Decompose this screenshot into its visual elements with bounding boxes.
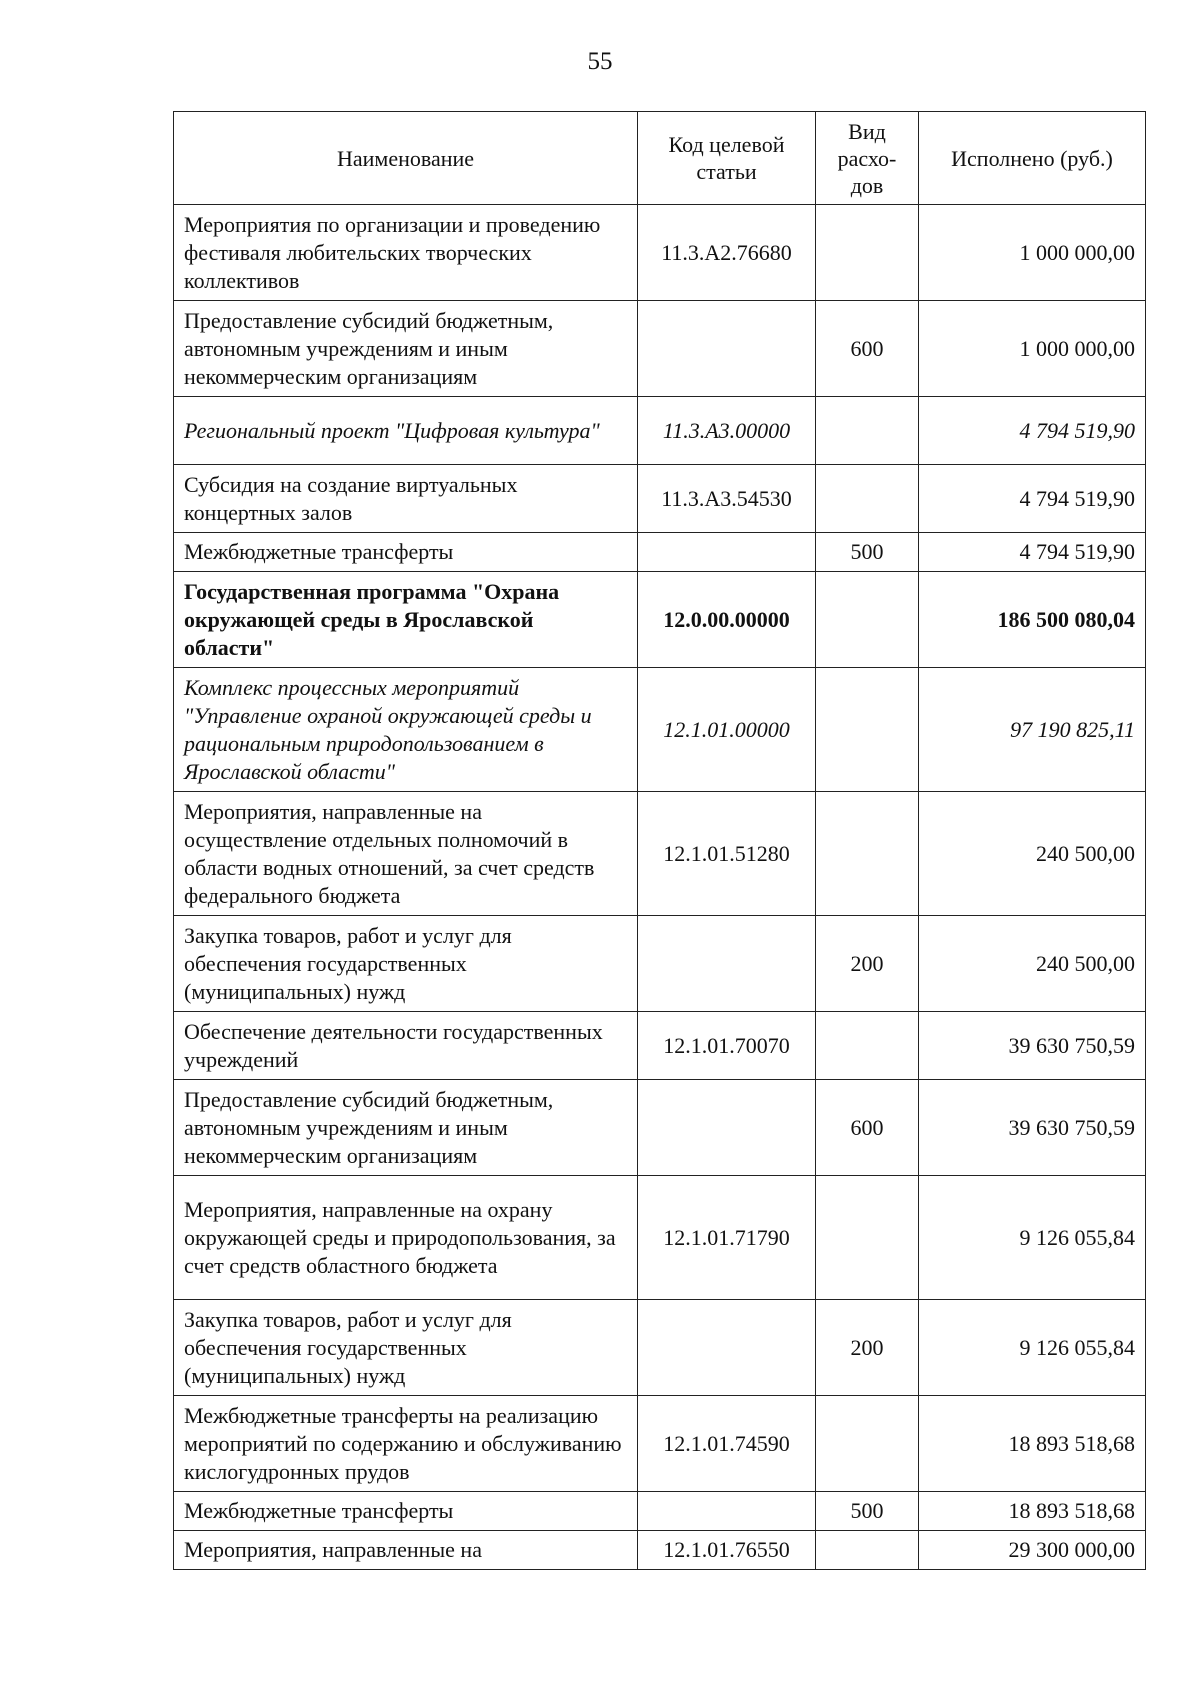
row-name: Межбюджетные трансферты: [174, 533, 638, 572]
row-name: Региональный проект "Цифровая культура": [174, 397, 638, 465]
row-code: [638, 1080, 816, 1176]
table-row: [174, 1012, 1146, 1080]
row-type: [816, 1531, 919, 1570]
table-row: [174, 1300, 1146, 1396]
row-sum: 39 630 750,59: [919, 1080, 1146, 1176]
header-name: Наименование: [174, 112, 638, 205]
row-code: [638, 1492, 816, 1531]
row-sum: 240 500,00: [919, 792, 1146, 916]
row-type: 500: [816, 1492, 919, 1531]
row-sum: 9 126 055,84: [919, 1176, 1146, 1300]
row-sum: 1 000 000,00: [919, 301, 1146, 397]
row-sum: 4 794 519,90: [919, 465, 1146, 533]
row-type: [816, 1396, 919, 1492]
row-type: [816, 668, 919, 792]
row-code: [638, 916, 816, 1012]
row-type: 200: [816, 1300, 919, 1396]
row-type: [816, 205, 919, 301]
row-name: Государственная программа "Охрана окружающей среды в Ярославской области": [174, 572, 638, 668]
row-sum: 18 893 518,68: [919, 1396, 1146, 1492]
row-name: Мероприятия, направленные на: [174, 1531, 638, 1570]
row-sum: 240 500,00: [919, 916, 1146, 1012]
table-row: [174, 205, 1146, 301]
table-row: [174, 1531, 1146, 1570]
row-sum: 18 893 518,68: [919, 1492, 1146, 1531]
row-name: Межбюджетные трансферты на реализацию мероприятий по содержанию и обслуживанию кислогудронных прудов: [174, 1396, 638, 1492]
row-name: Предоставление субсидий бюджетным, автономным учреждениям и иным некоммерческим организациям: [174, 1080, 638, 1176]
row-type: [816, 1176, 919, 1300]
row-code: 12.1.01.74590: [638, 1396, 816, 1492]
row-code: [638, 533, 816, 572]
row-type: [816, 1012, 919, 1080]
row-name: Закупка товаров, работ и услуг для обеспечения государственных (муниципальных) нужд: [174, 1300, 638, 1396]
table-row: [174, 916, 1146, 1012]
row-sum: 97 190 825,11: [919, 668, 1146, 792]
page-number: 55: [587, 48, 613, 75]
row-type: 600: [816, 1080, 919, 1176]
table-row: [174, 668, 1146, 792]
row-code: 12.0.00.00000: [638, 572, 816, 668]
table-row: [174, 465, 1146, 533]
row-name: Мероприятия, направленные на охрану окружающей среды и природопользования, за счет средств областного бюджета: [174, 1176, 638, 1300]
row-code: 12.1.01.51280: [638, 792, 816, 916]
row-name: Предоставление субсидий бюджетным, автономным учреждениям и иным некоммерческим организациям: [174, 301, 638, 397]
row-name: Межбюджетные трансферты: [174, 1492, 638, 1531]
header-sum: Исполнено (руб.): [919, 112, 1146, 205]
row-type: [816, 792, 919, 916]
row-code: 12.1.01.70070: [638, 1012, 816, 1080]
row-name: Мероприятия по организации и проведению фестиваля любительских творческих коллективов: [174, 205, 638, 301]
table-row: [174, 1492, 1146, 1531]
row-name: Закупка товаров, работ и услуг для обеспечения государственных (муниципальных) нужд: [174, 916, 638, 1012]
header-type: Вид расхо-дов: [816, 112, 919, 205]
row-type: [816, 465, 919, 533]
row-name: Комплекс процессных мероприятий "Управление охраной окружающей среды и рациональным природопользованием в Ярославской области": [174, 668, 638, 792]
table-row: [174, 1080, 1146, 1176]
row-code: 11.3.A3.00000: [638, 397, 816, 465]
table-row: [174, 301, 1146, 397]
row-type: [816, 572, 919, 668]
row-code: [638, 1300, 816, 1396]
row-type: [816, 397, 919, 465]
table-row: [174, 397, 1146, 465]
row-sum: 39 630 750,59: [919, 1012, 1146, 1080]
row-name: Субсидия на создание виртуальных концертных залов: [174, 465, 638, 533]
row-type: 600: [816, 301, 919, 397]
row-type: 200: [816, 916, 919, 1012]
row-type: 500: [816, 533, 919, 572]
table-row: [174, 572, 1146, 668]
table-header-row: [174, 112, 1146, 205]
table-row: [174, 1396, 1146, 1492]
budget-table: [173, 111, 1146, 1570]
row-sum: 29 300 000,00: [919, 1531, 1146, 1570]
row-sum: 4 794 519,90: [919, 533, 1146, 572]
row-code: 12.1.01.76550: [638, 1531, 816, 1570]
row-sum: 1 000 000,00: [919, 205, 1146, 301]
row-sum: 4 794 519,90: [919, 397, 1146, 465]
row-code: 12.1.01.00000: [638, 668, 816, 792]
row-code: 11.3.A3.54530: [638, 465, 816, 533]
row-code: [638, 301, 816, 397]
table-row: [174, 792, 1146, 916]
row-name: Мероприятия, направленные на осуществление отдельных полномочий в области водных отношений, за счет средств федерального бюджета: [174, 792, 638, 916]
row-code: 11.3.A2.76680: [638, 205, 816, 301]
table-row: [174, 533, 1146, 572]
table-row: [174, 1176, 1146, 1300]
row-sum: 186 500 080,04: [919, 572, 1146, 668]
row-sum: 9 126 055,84: [919, 1300, 1146, 1396]
row-code: 12.1.01.71790: [638, 1176, 816, 1300]
header-code: Код целевой статьи: [638, 112, 816, 205]
row-name: Обеспечение деятельности государственных учреждений: [174, 1012, 638, 1080]
